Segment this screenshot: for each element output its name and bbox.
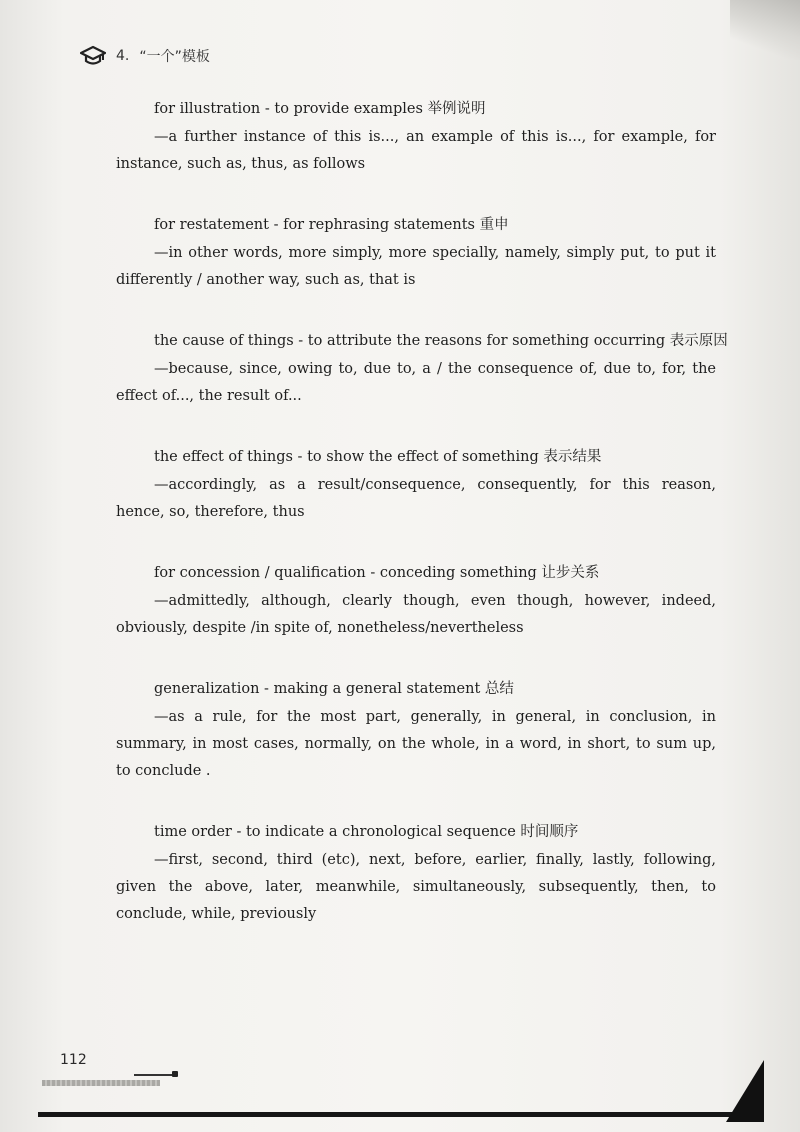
entry-effect xyxy=(116,444,716,526)
entry-concession xyxy=(116,560,716,642)
entry-title: for illustration - to provide examples 举例说明 xyxy=(154,101,486,117)
section-title: “一个”模板 xyxy=(139,49,210,65)
entry-body: —admittedly, although, clearly though, even though, however, indeed, obviously, despite /in spite of, nonetheless/nevertheless xyxy=(116,593,716,636)
entry-restatement xyxy=(116,212,716,294)
page-number: 112 xyxy=(60,1052,87,1068)
entry-generalization xyxy=(116,676,716,785)
footer-decorative-line xyxy=(134,1074,176,1076)
section-number: 4. xyxy=(116,48,130,64)
entry-title: the cause of things - to attribute the reasons for something occurring 表示原因 xyxy=(154,333,728,349)
entry-body: —because, since, owing to, due to, a / the consequence of, due to, for, the effect of..., the result of... xyxy=(116,361,716,404)
entry-time-order xyxy=(116,819,716,928)
entry-body: —as a rule, for the most part, generally, in general, in conclusion, in summary, in most cases, normally, on the whole, in a word, in short, to sum up, to conclude . xyxy=(116,709,716,779)
transition-word-list xyxy=(116,96,728,962)
graduation-cap-icon xyxy=(80,45,106,67)
entry-body: —accordingly, as a result/consequence, consequently, for this reason, hence, so, therefore, thus xyxy=(116,477,716,520)
section-header xyxy=(80,42,210,70)
entry-title: the effect of things - to show the effect of something 表示结果 xyxy=(154,449,602,465)
page-corner-shadow xyxy=(730,0,800,60)
footer-rule xyxy=(38,1112,752,1117)
entry-body: —first, second, third (etc), next, before, earlier, finally, lastly, following, given the above, later, meanwhile, simultaneously, subsequently, then, to conclude, while, previously xyxy=(116,852,716,922)
footer-decorative-bar xyxy=(42,1080,160,1086)
entry-title: time order - to indicate a chronological sequence 时间顺序 xyxy=(154,824,579,840)
entry-body: —in other words, more simply, more specially, namely, simply put, to put it differently / another way, such as, that is xyxy=(116,245,716,288)
footer-decorative-dot xyxy=(172,1071,178,1077)
entry-title: generalization - making a general statement 总结 xyxy=(154,681,514,697)
entry-body: —a further instance of this is..., an example of this is..., for example, for instance, such as, thus, as follows xyxy=(116,129,716,172)
entry-illustration xyxy=(116,96,716,178)
page-corner-shadow-bottom xyxy=(726,1060,764,1122)
entry-cause xyxy=(116,328,728,410)
entry-title: for restatement - for rephrasing statements 重申 xyxy=(154,217,509,233)
entry-title: for concession / qualification - conceding something 让步关系 xyxy=(154,565,600,581)
